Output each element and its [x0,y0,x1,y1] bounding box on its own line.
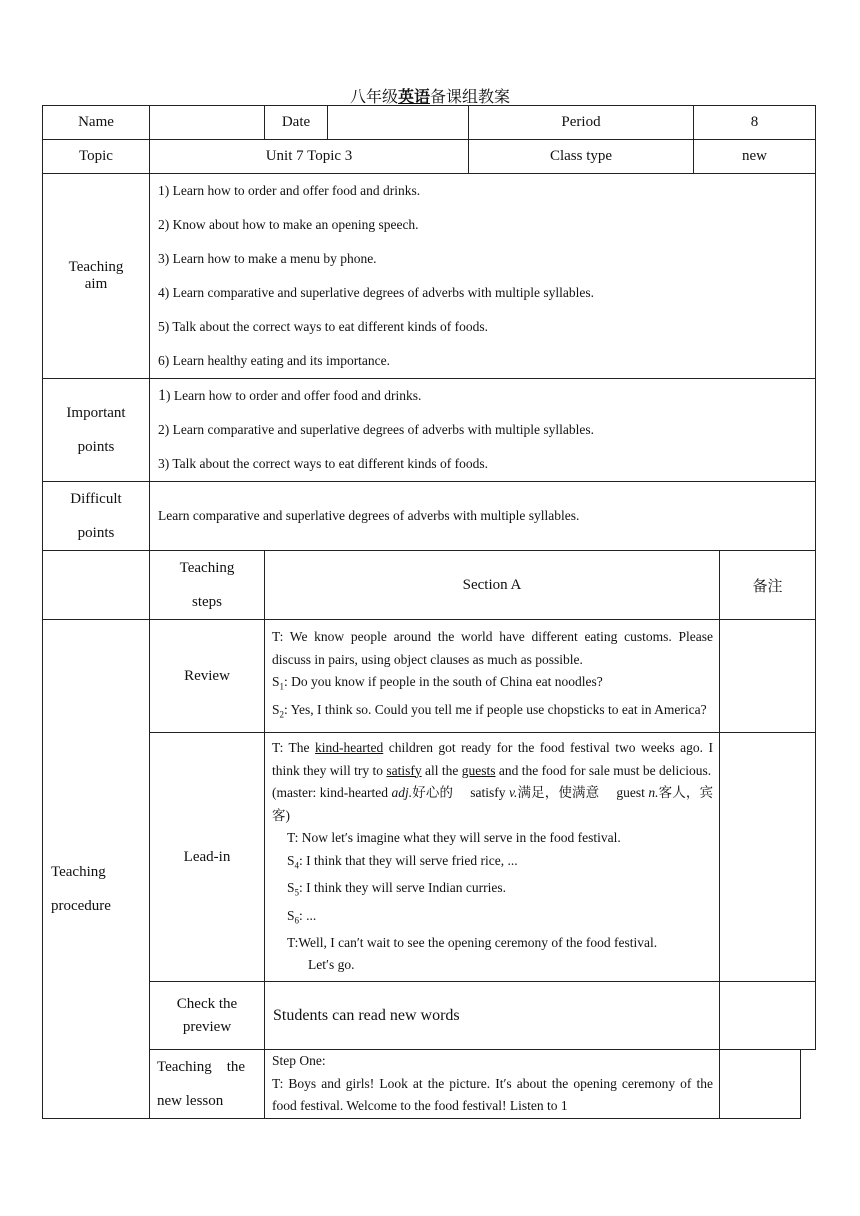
important-item: 1) Learn how to order and offer food and drinks. [158,387,422,404]
review-label: Review [150,620,265,733]
preview-content: Students can read new words [265,982,720,1050]
topic-label: Topic [43,140,150,174]
name-value [150,106,265,140]
name-label: Name [43,106,150,140]
lesson-plan-table [42,105,816,1119]
aim-item: 6) Learn healthy eating and its importance. [158,353,391,368]
page-title: 八年级英语备课组教案 [349,89,511,106]
steps-header-blank [43,551,150,620]
date-value [328,106,469,140]
classtype-label: Class type [469,140,694,174]
review-row [43,620,816,733]
preview-label: Check the preview [150,982,265,1050]
section-label: Section A [265,551,720,620]
leadin-content: T: The kind-hearted children got ready for the food festival two weeks ago. I think they will try to satisfy all the guests and the food for sale must be delicious. (master: kind-hearted adj.好心的 satisfy v.满足，使满意 guest n.客人，宾客) T: Now let′s imagine what they will serve in the food festival. $S_4$: I think that they will serve fried rice, ... $S_5$: I think they will serve Indian curries. $S_6$: ... T:Well, I can′t wait to see the opening ceremony of the food festival. Let′s go. [265,733,720,982]
aim-item: 4) Learn comparative and superlative degrees of adverbs with multiple syllables. [158,285,594,300]
preview-notes [720,982,816,1050]
period-label: Period [469,106,694,140]
teaching-procedure-label: Teaching procedure [43,620,150,1119]
aim-item: 3) Learn how to make a menu by phone. [158,251,377,266]
date-label: Date [265,106,328,140]
notes-label: 备注 [720,551,816,620]
important-item: 3) Talk about the correct ways to eat different kinds of foods. [158,456,488,471]
steps-header-row [43,551,816,620]
header-row-2 [43,140,816,174]
leadin-notes [720,733,816,982]
classtype-value: new [694,140,816,174]
important-points-label: Important points [43,379,150,482]
topic-value: Unit 7 Topic 3 [150,140,469,174]
period-value: 8 [694,106,816,140]
header-row-1 [43,106,816,140]
difficult-points-row [43,482,816,551]
aim-item: 5) Talk about the correct ways to eat different kinds of foods. [158,319,488,334]
new-lesson-row [43,1050,816,1119]
review-content: T: We know people around the world have different eating customs. Please discuss in pairs, using object clauses as much as possible. $S_1$: Do you know if people in the south of China eat noodles? $S_2$: Yes, I think so. Could you tell me if people use chopsticks to eat in America? [265,620,720,733]
preview-row [43,982,816,1050]
teaching-steps-label: Teaching steps [150,551,265,620]
important-points-row [43,379,816,482]
important-item: 2) Learn comparative and superlative degrees of adverbs with multiple syllables. [158,422,594,437]
new-lesson-label: Teaching the new lesson [150,1050,265,1119]
difficult-points-label: Difficult points [43,482,150,551]
teaching-aim-label: Teaching aim [43,174,150,379]
teaching-aim-list [150,174,816,379]
review-notes [720,620,816,733]
important-points-list [150,379,816,482]
aim-item: 1) Learn how to order and offer food and drinks. [158,183,421,198]
teaching-aim-row [43,174,816,379]
difficult-points-text: Learn comparative and superlative degrees of adverbs with multiple syllables. [150,482,816,551]
aim-item: 2) Know about how to make an opening speech. [158,217,419,232]
leadin-label: Lead-in [150,733,265,982]
leadin-row [43,733,816,982]
new-lesson-notes [720,1050,801,1119]
new-lesson-content: Step One: T: Boys and girls! Look at the picture. It′s about the opening ceremony of the food festival. Welcome to the food festival! Listen to 1 [265,1050,720,1119]
